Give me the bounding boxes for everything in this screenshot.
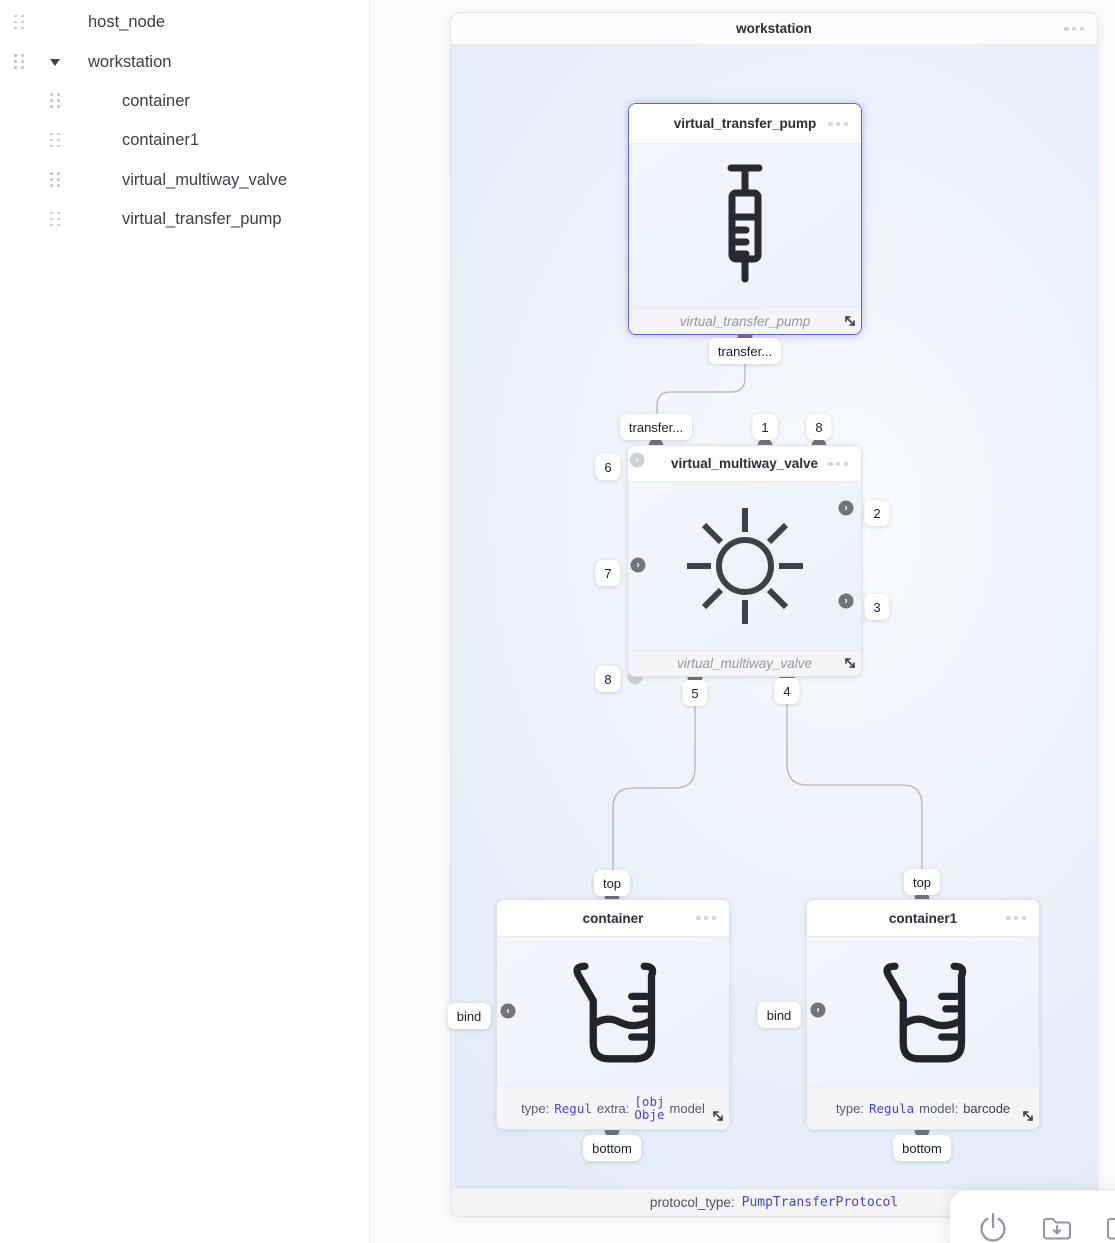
port-handle[interactable] <box>839 501 854 516</box>
folder-button-partial[interactable] <box>1104 1211 1115 1243</box>
node-menu-button[interactable] <box>828 461 848 465</box>
resize-handle-icon[interactable] <box>711 1109 725 1123</box>
port-label-container1-bottom[interactable]: bottom <box>893 1135 951 1161</box>
sidebar-item-container1[interactable] <box>0 121 369 160</box>
port-label-container-bind[interactable]: bind <box>448 1003 491 1029</box>
sidebar-item-label: container1 <box>122 131 200 150</box>
syringe-icon <box>714 162 776 290</box>
field-model-value: barcode <box>963 1100 1011 1116</box>
sidebar <box>0 0 370 1243</box>
resize-handle-icon[interactable] <box>843 656 857 670</box>
field-extra-value <box>634 1095 664 1121</box>
resize-handle-icon[interactable] <box>1021 1109 1035 1123</box>
protocol-type-label: protocol_type: <box>649 1195 735 1210</box>
node-body <box>629 144 861 307</box>
port-label-valve-5[interactable]: 5 <box>682 680 707 706</box>
node-container[interactable] <box>496 899 730 1130</box>
power-button[interactable] <box>976 1211 1010 1243</box>
canvas-toolbar <box>950 1191 1115 1243</box>
field-model-label: model <box>669 1100 705 1116</box>
field-type-value: Regul <box>554 1100 592 1116</box>
port-label-valve-8-bottom[interactable]: 8 <box>595 666 620 692</box>
port-label-valve-8-top[interactable]: 8 <box>806 414 831 440</box>
field-type-label: type: <box>521 1100 550 1116</box>
node-container1[interactable] <box>806 899 1040 1130</box>
node-header[interactable] <box>629 104 861 144</box>
node-menu-button[interactable] <box>696 916 716 920</box>
port-label-valve-3[interactable]: 3 <box>864 594 889 620</box>
port-label-container1-top[interactable]: top <box>904 869 940 895</box>
port-label-valve-2[interactable]: 2 <box>864 500 889 526</box>
sidebar-item-label: workstation <box>88 52 172 71</box>
node-header[interactable] <box>628 446 861 482</box>
drag-handle-icon[interactable] <box>50 93 61 109</box>
port-handle[interactable] <box>839 594 854 609</box>
beaker-icon <box>870 960 976 1064</box>
sidebar-item-workstation[interactable] <box>0 42 369 81</box>
node-subtitle: virtual_transfer_pump <box>679 313 811 329</box>
node-virtual-transfer-pump[interactable] <box>628 103 862 335</box>
node-body <box>628 481 861 650</box>
node-footer <box>628 650 861 676</box>
sidebar-item-label: virtual_multiway_valve <box>122 170 288 189</box>
node-footer <box>807 1086 1039 1129</box>
port-label-pump-transfer[interactable]: transfer... <box>709 338 781 364</box>
node-header[interactable] <box>497 900 729 937</box>
port-label-valve-transfer[interactable]: transfer... <box>620 414 692 440</box>
port-handle[interactable] <box>811 1003 826 1018</box>
node-menu-button[interactable] <box>828 121 848 125</box>
sidebar-item-container[interactable] <box>0 82 369 121</box>
node-body <box>807 936 1039 1087</box>
chevron-down-icon[interactable] <box>50 59 60 66</box>
drag-handle-icon[interactable] <box>50 133 61 149</box>
sidebar-item-label: container <box>122 91 190 110</box>
multiway-valve-icon <box>685 506 805 626</box>
sidebar-item-label: host_node <box>88 13 166 32</box>
sidebar-item-virtual-multiway-valve[interactable] <box>0 161 369 200</box>
field-type-label: type: <box>835 1100 864 1116</box>
node-title: container1 <box>888 910 958 926</box>
port-label-container-bottom[interactable]: bottom <box>583 1135 641 1161</box>
protocol-type-value: PumpTransferProtocol <box>741 1195 899 1210</box>
port-handle[interactable] <box>630 453 645 468</box>
port-label-container1-bind[interactable]: bind <box>758 1002 801 1028</box>
port-label-valve-7[interactable]: 7 <box>595 560 620 586</box>
sidebar-item-label: virtual_transfer_pump <box>122 210 282 229</box>
field-extra-label: extra: <box>596 1100 630 1116</box>
drag-handle-icon[interactable] <box>14 15 25 31</box>
port-label-container-top[interactable]: top <box>594 870 630 896</box>
node-header[interactable] <box>807 900 1039 937</box>
sidebar-item-virtual-transfer-pump[interactable] <box>0 200 369 239</box>
drag-handle-icon[interactable] <box>50 172 61 188</box>
drag-handle-icon[interactable] <box>14 54 25 70</box>
node-title: virtual_transfer_pump <box>673 116 817 131</box>
node-footer <box>629 307 861 334</box>
node-menu-button[interactable] <box>1006 916 1026 920</box>
port-handle[interactable] <box>631 558 646 573</box>
node-subtitle: virtual_multiway_valve <box>676 656 813 671</box>
port-handle[interactable] <box>501 1004 516 1019</box>
node-body <box>497 936 729 1087</box>
field-extra-value-line2: Obje <box>634 1107 665 1122</box>
node-title: virtual_multiway_valve <box>670 456 819 471</box>
workstation-group-header[interactable] <box>451 13 1097 45</box>
port-label-valve-1[interactable]: 1 <box>752 414 777 440</box>
port-label-valve-4[interactable]: 4 <box>774 678 799 704</box>
folder-download-button[interactable] <box>1040 1211 1074 1243</box>
port-label-valve-6[interactable]: 6 <box>595 454 620 480</box>
field-type-value: Regula <box>869 1100 915 1116</box>
sidebar-item-host-node[interactable] <box>0 3 369 42</box>
node-title: container <box>582 910 644 926</box>
drag-handle-icon[interactable] <box>50 212 61 228</box>
field-model-label: model: <box>919 1100 959 1116</box>
beaker-icon <box>560 960 666 1064</box>
node-menu-button[interactable] <box>1064 26 1084 30</box>
field-extra-value-line1: [obj <box>634 1093 665 1109</box>
resize-handle-icon[interactable] <box>843 314 857 328</box>
group-title: workstation <box>736 21 812 36</box>
node-virtual-multiway-valve[interactable] <box>627 445 862 677</box>
node-footer <box>497 1086 729 1129</box>
